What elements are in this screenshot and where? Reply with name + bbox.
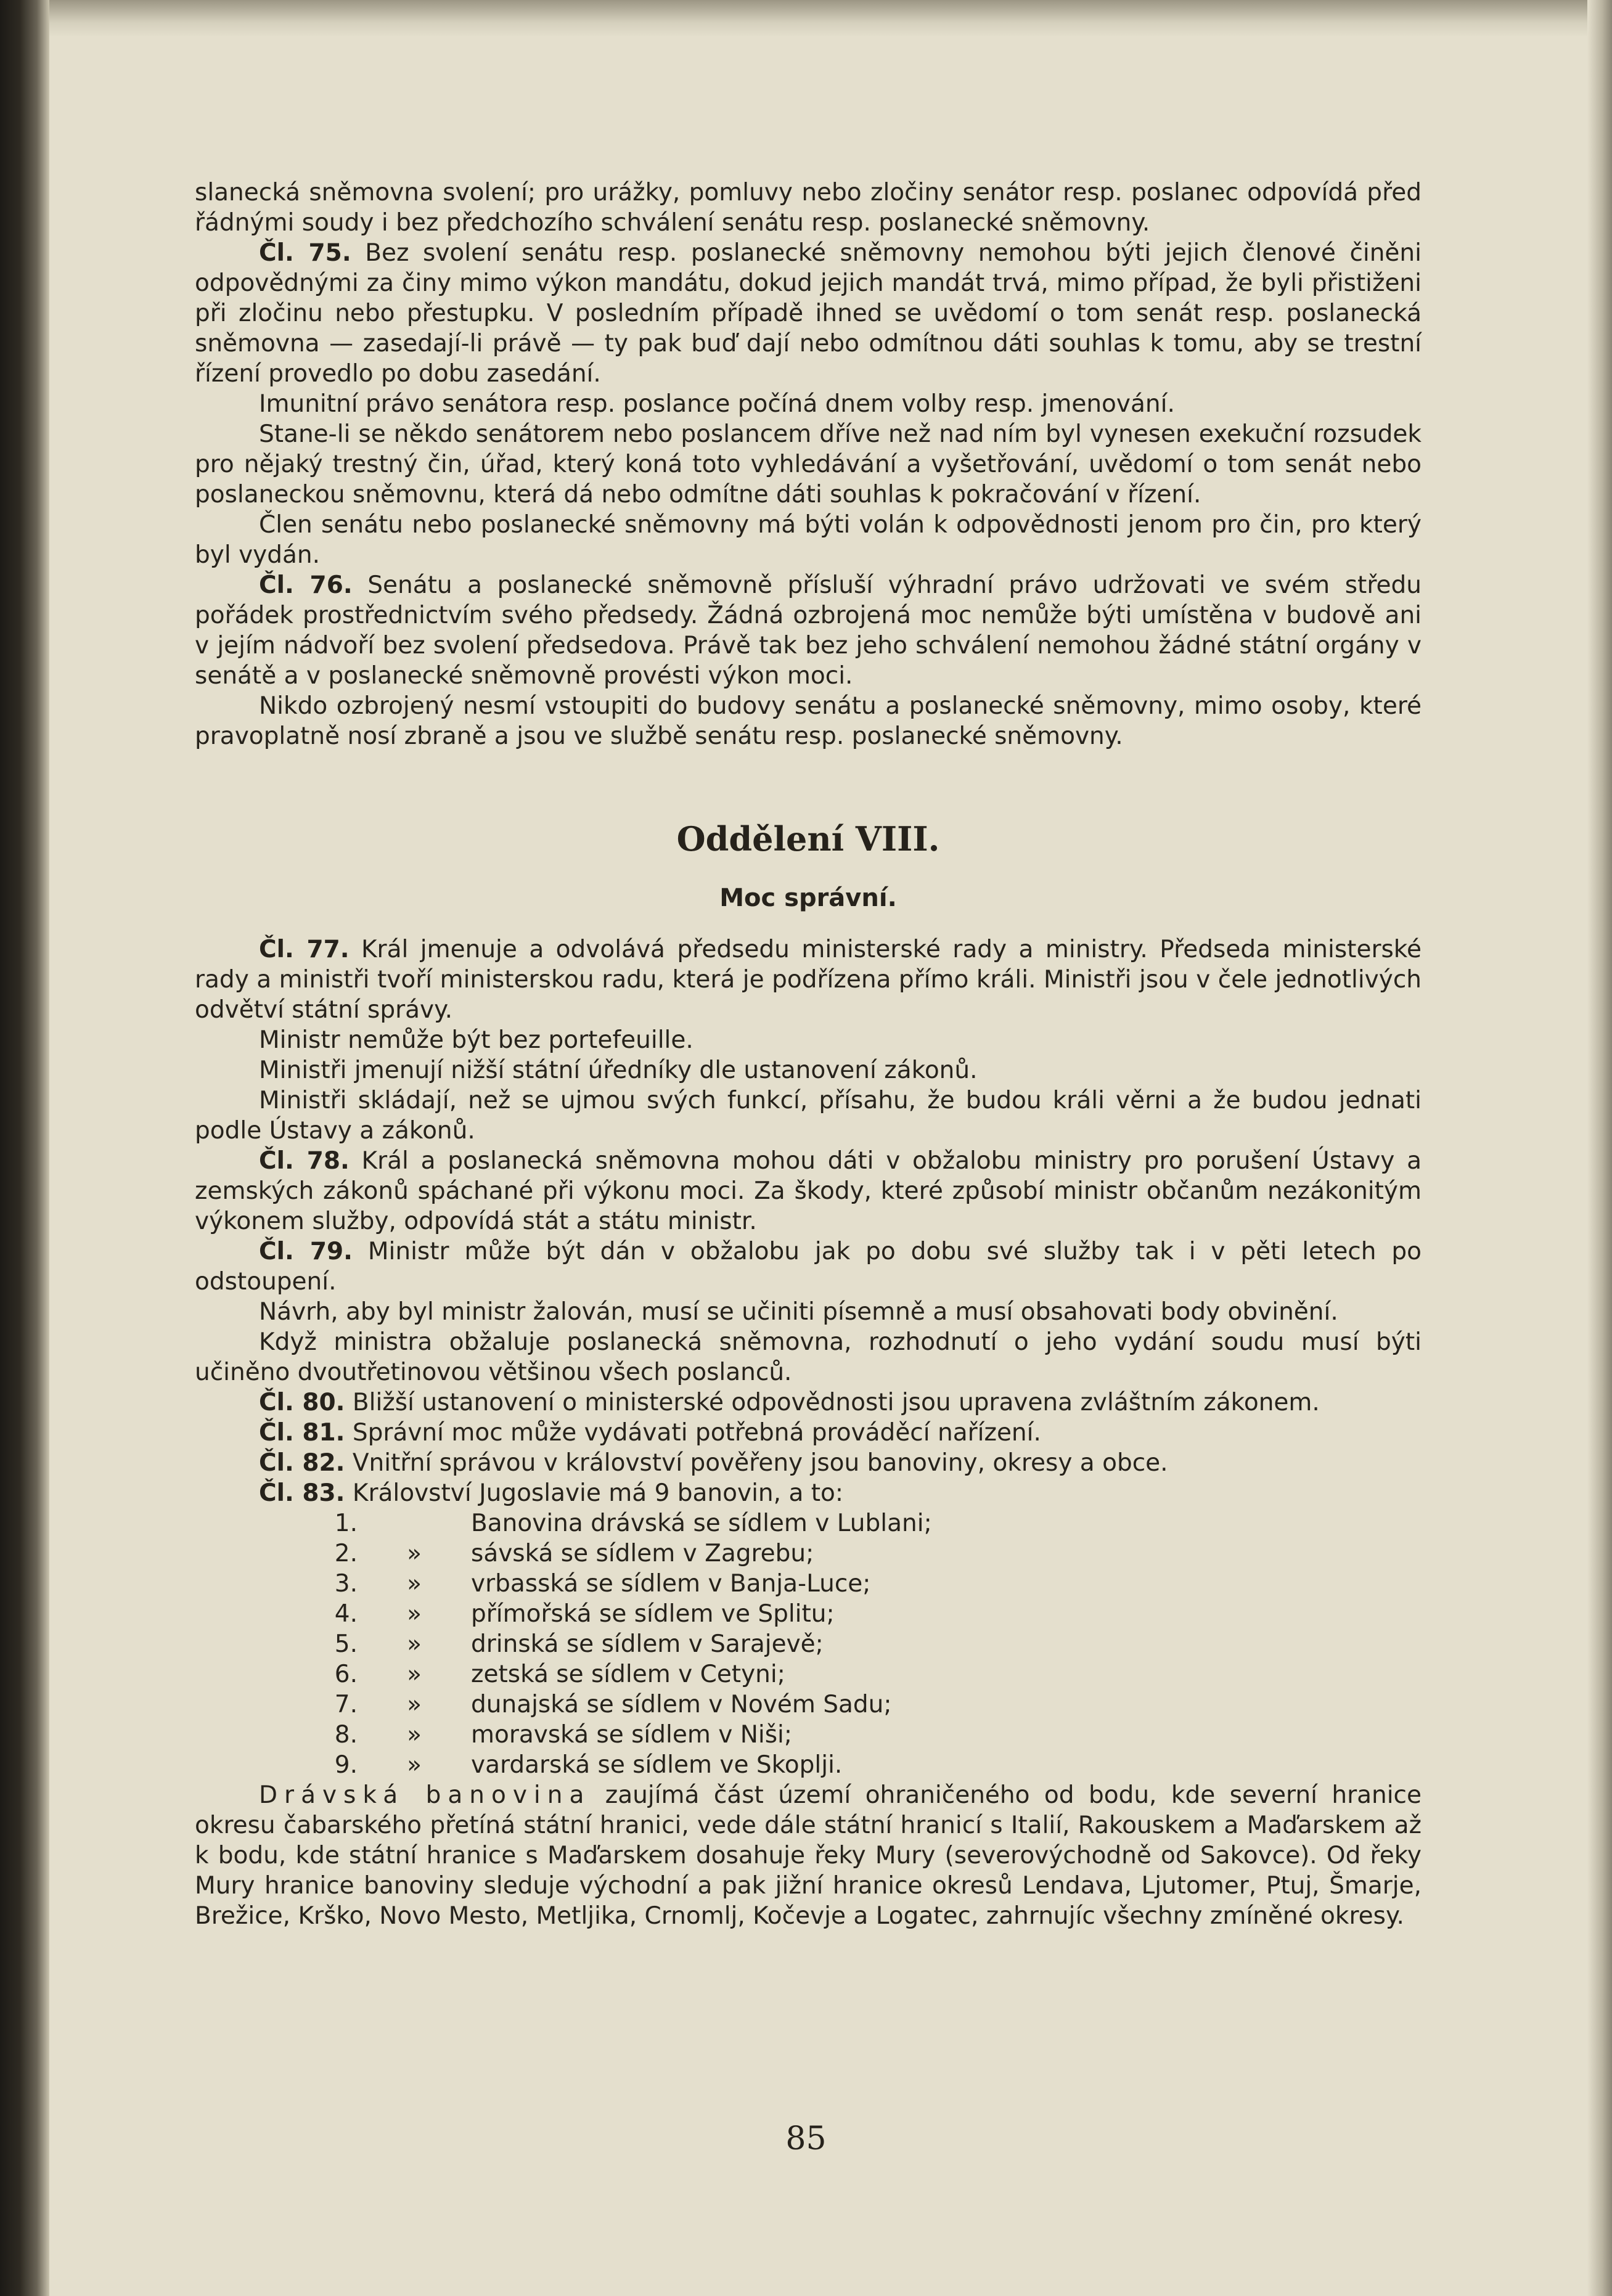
list-item: [330, 1538, 1422, 1569]
paragraph: [195, 934, 1422, 1025]
list-text: Banovina drávská se sídlem v Lublani;: [471, 1510, 932, 1537]
paragraph: [195, 1448, 1422, 1478]
ditto-mark: »: [407, 1630, 422, 1658]
list-text: vrbasská se sídlem v Banja-Luce;: [471, 1570, 871, 1598]
article-number: Čl. 83.: [259, 1479, 345, 1507]
paragraph-text: Člen senátu nebo poslanecké sněmovny má býti volán k odpovědnosti jenom pro čin, pro který byl vydán.: [195, 511, 1422, 569]
article-number: Čl. 80.: [259, 1389, 345, 1416]
list-number: 2.: [334, 1540, 358, 1567]
banovina-list: [330, 1508, 1422, 1780]
paragraph-text: Král a poslanecká sněmovna mohou dáti v obžalobu ministry pro porušení Ústavy a zemských zákonů spáchané při výkonu moci. Za škody, které způsobí ministr občanům nezákonitým výkonem služby, odpovídá stát a státu ministr.: [195, 1147, 1422, 1235]
paragraph-text: Imunitní právo senátora resp. poslance počíná dnem volby resp. jmenování.: [259, 390, 1175, 418]
paragraph-text: Stane-li se někdo senátorem nebo poslancem dříve než nad ním byl vynesen exekuční rozsudek pro nějaký trestný čin, úřad, který koná toto vyhledávání a vyšetřování, uvědomí o tom senát nebo poslaneckou sněmovnu, která dá nebo odmítne dáti souhlas k pokračování v řízení.: [195, 420, 1422, 509]
list-item: [330, 1720, 1422, 1750]
list-text: přímořská se sídlem ve Splitu;: [471, 1600, 835, 1628]
paragraph-text: slanecká sněmovna svolení; pro urážky, pomluvy nebo zločiny senátor resp. poslanec odpovídá před řádnými soudy i bez předchozího schválení senátu resp. poslanecké sněmovny.: [195, 179, 1422, 237]
final-paragraph-text: zaujímá část území ohraničeného od bodu, kde severní hranice okresu čabarského přetíná státní hranici, vede dále státní hranicí s Italií, Rakouskem a Maďarskem až k bodu, kde státní hranice s Maďarskem dosahuje řeky Mury (severovýchodně od Sakovce). Od řeky Mury hranice banoviny sleduje východní a pak jižní hranice okresů Lendava, Ljutomer, Ptuj, Šmarje, Brežice, Krško, Novo Mesto, Metljika, Crnomlj, Kočevje a Logatec, zahrnujíc všechny zmíněné okresy.: [195, 1781, 1422, 1930]
articles-mid: [195, 934, 1422, 1508]
list-item: [330, 1750, 1422, 1780]
article-number: Čl. 81.: [259, 1419, 345, 1447]
paragraph-text: Král jmenuje a odvolává předsedu ministerské rady a ministry. Předseda ministerské rady a ministři tvoří ministerskou radu, která je podřízena přímo králi. Ministři jsou v čele jednotlivých odvětví státní správy.: [195, 936, 1422, 1024]
list-text: moravská se sídlem v Niši;: [471, 1721, 792, 1749]
list-item: [330, 1599, 1422, 1629]
articles-top: [195, 178, 1422, 751]
paragraph-text: Návrh, aby byl ministr žalován, musí se učiniti písemně a musí obsahovati body obvinění.: [259, 1298, 1338, 1326]
paragraph: [195, 1297, 1422, 1327]
page-number: 85: [785, 2120, 827, 2157]
article-number: Čl. 76.: [259, 571, 353, 599]
ditto-mark: »: [407, 1570, 422, 1598]
page-body: [195, 178, 1422, 1931]
list-number: 5.: [334, 1630, 358, 1658]
paragraph: [195, 1478, 1422, 1508]
paragraph-text: Bližší ustanovení o ministerské odpovědnosti jsou upravena zvláštním zákonem.: [345, 1389, 1320, 1416]
article-number: Čl. 79.: [259, 1238, 353, 1265]
list-item: [330, 1629, 1422, 1659]
final-paragraph-lead: Drávská banovina: [259, 1781, 591, 1809]
ditto-mark: »: [407, 1661, 422, 1688]
list-text: dunajská se sídlem v Novém Sadu;: [471, 1691, 892, 1718]
paragraph-text: Když ministra obžaluje poslanecká sněmovna, rozhodnutí o jeho vydání soudu musí býti učiněno dvoutřetinovou většinou všech poslanců.: [195, 1328, 1422, 1386]
paragraph: [195, 510, 1422, 570]
list-number: 7.: [334, 1691, 358, 1718]
paragraph-text: Ministři skládají, než se ujmou svých funkcí, přísahu, že budou králi věrni a že budou jednati podle Ústavy a zákonů.: [195, 1087, 1422, 1145]
paragraph: [195, 238, 1422, 389]
list-item: [330, 1659, 1422, 1689]
article-number: Čl. 78.: [259, 1147, 350, 1175]
ditto-mark: »: [407, 1600, 422, 1628]
ditto-mark: »: [407, 1751, 422, 1779]
paragraph: [195, 1085, 1422, 1146]
list-number: 9.: [334, 1751, 358, 1779]
list-number: 3.: [334, 1570, 358, 1598]
section-subheading: Moc správní.: [719, 884, 897, 912]
paragraph: [195, 1025, 1422, 1055]
paragraph: [195, 419, 1422, 510]
paragraph: [195, 389, 1422, 419]
ditto-mark: »: [407, 1721, 422, 1749]
paragraph-text: Ministři jmenují nižší státní úředníky dle ustanovení zákonů.: [259, 1056, 978, 1084]
list-number: 1.: [334, 1510, 358, 1537]
paragraph: [195, 1236, 1422, 1297]
ditto-mark: »: [407, 1691, 422, 1718]
list-text: sávská se sídlem v Zagrebu;: [471, 1540, 814, 1567]
section-heading: Oddělení VIII.: [676, 819, 940, 859]
list-number: 6.: [334, 1661, 358, 1688]
list-item: [330, 1569, 1422, 1599]
article-number: Čl. 82.: [259, 1449, 345, 1477]
paragraph: [195, 691, 1422, 751]
paragraph-text: Nikdo ozbrojený nesmí vstoupiti do budovy senátu a poslanecké sněmovny, mimo osoby, které pravoplatně nosí zbraně a jsou ve službě senátu resp. poslanecké sněmovny.: [195, 692, 1422, 750]
final-paragraph: [195, 1780, 1422, 1931]
paragraph: [195, 1146, 1422, 1236]
paragraph-text: Bez svolení senátu resp. poslanecké sněmovny nemohou býti jejich členové činěni odpovědnými za činy mimo výkon mandátu, dokud jejich mandát trvá, mimo případ, že byli přistiženi při zločinu nebo přestupku. V posledním případě ihned se uvědomí o tom senát resp. poslanecká sněmovna — zasedají-li právě — ty pak buď dají nebo odmítnou dáti souhlas k tomu, aby se trestní řízení provedlo po dobu zasedání.: [195, 239, 1422, 388]
list-item: [330, 1508, 1422, 1538]
ditto-mark: »: [407, 1540, 422, 1567]
book-spine-shadow: [0, 0, 49, 2296]
page-right-edge: [1587, 0, 1612, 2296]
list-number: 4.: [334, 1600, 358, 1628]
paragraph: [195, 1387, 1422, 1418]
paragraph: [195, 178, 1422, 238]
page-top-edge: [49, 0, 1612, 37]
article-number: Čl. 77.: [259, 936, 350, 963]
list-item: [330, 1689, 1422, 1720]
list-text: zetská se sídlem v Cetyni;: [471, 1661, 785, 1688]
ditto-mark: [358, 1508, 471, 1538]
paragraph-text: Senátu a poslanecké sněmovně přísluší výhradní právo udržovati ve svém středu pořádek prostřednictvím svého předsedy. Žádná ozbrojená moc nemůže býti umístěna v budově ani v jejím nádvoří bez svolení předsedova. Právě tak bez jeho schválení nemohou žádné státní orgány v senátě a v poslanecké sněmovně provésti výkon moci.: [195, 571, 1422, 690]
paragraph-text: Vnitřní správou v království pověřeny jsou banoviny, okresy a obce.: [345, 1449, 1168, 1477]
list-text: vardarská se sídlem ve Skoplji.: [471, 1751, 843, 1779]
paragraph-text: Správní moc může vydávati potřebná prováděcí nařízení.: [345, 1419, 1041, 1447]
paragraph-text: Ministr může být dán v obžalobu jak po dobu své služby tak i v pěti letech po odstoupení.: [195, 1238, 1422, 1296]
article-number: Čl. 75.: [259, 239, 351, 267]
paragraph-text: Království Jugoslavie má 9 banovin, a to:: [345, 1479, 844, 1507]
paragraph: [195, 1418, 1422, 1448]
paragraph: [195, 1327, 1422, 1387]
paragraph-text: Ministr nemůže být bez portefeuille.: [259, 1026, 693, 1054]
list-number: 8.: [334, 1721, 358, 1749]
list-text: drinská se sídlem v Sarajevě;: [471, 1630, 824, 1658]
paragraph: [195, 570, 1422, 691]
paragraph: [195, 1055, 1422, 1085]
